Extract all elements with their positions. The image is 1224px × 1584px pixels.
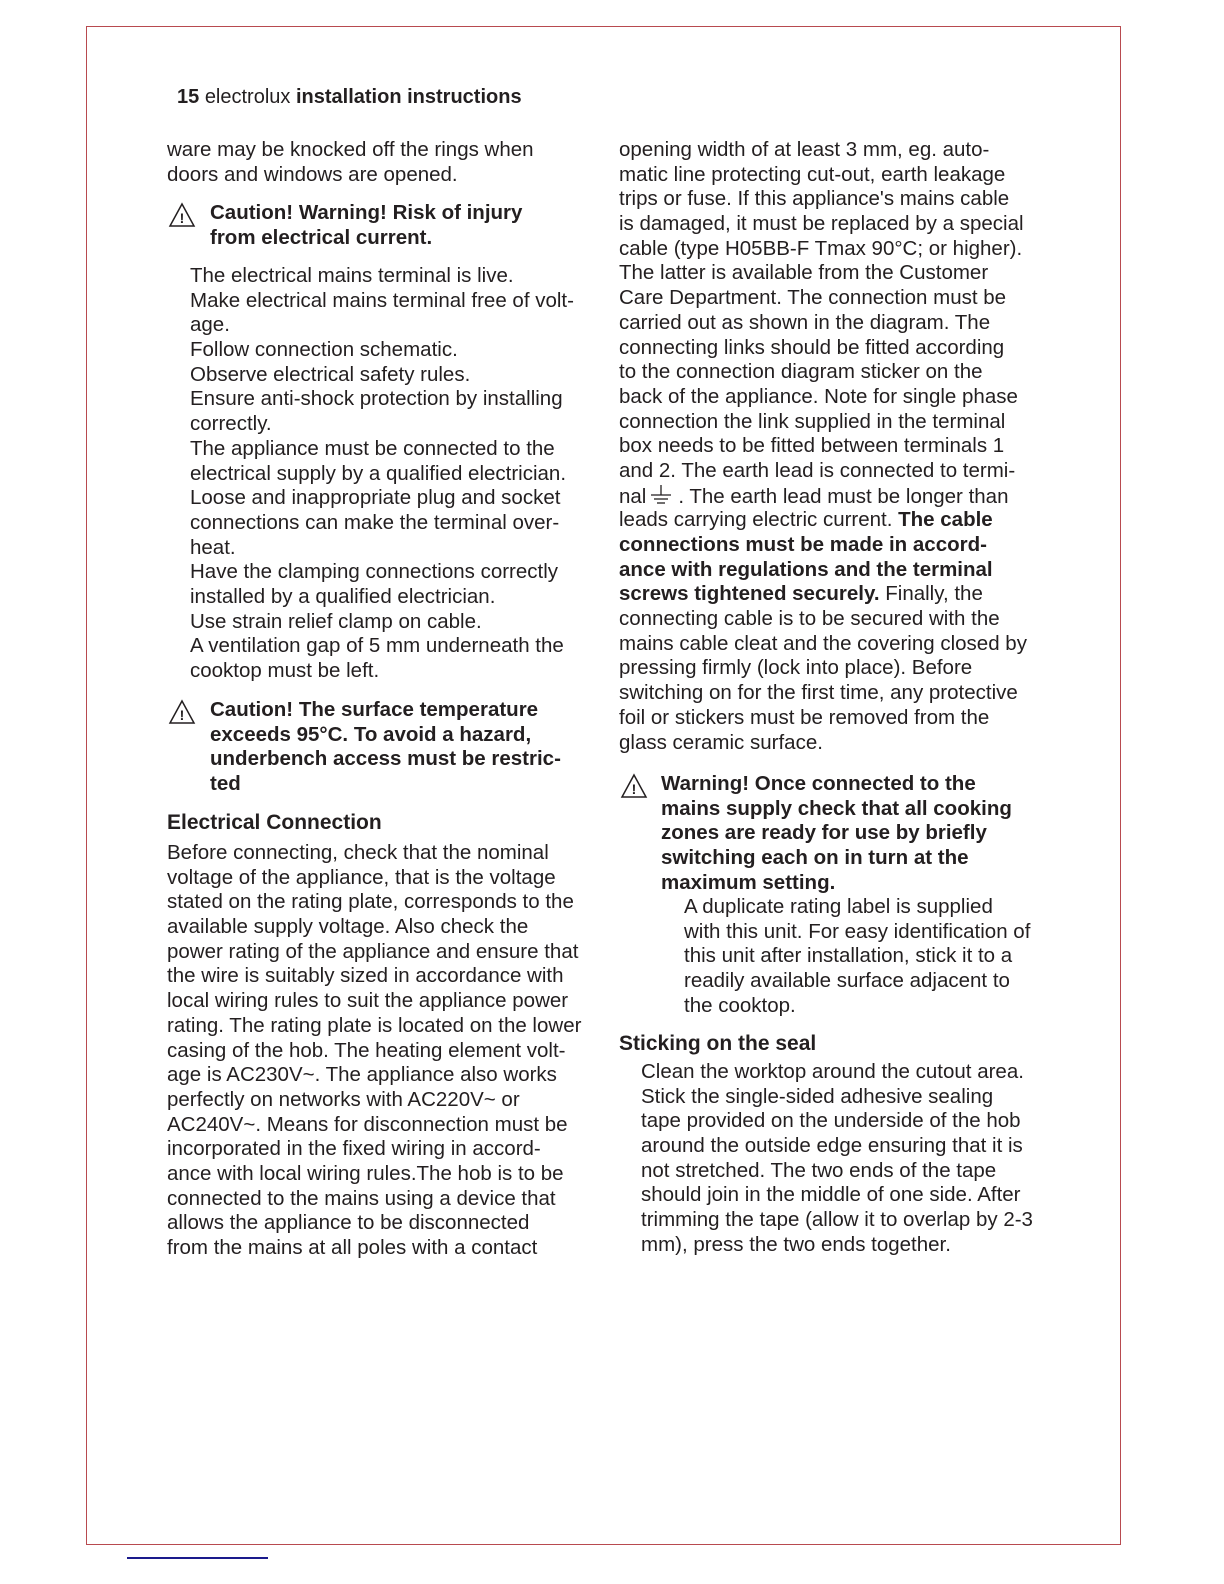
text-line: Before connecting, check that the nominal <box>167 841 549 864</box>
text-line: back of the appliance. Note for single phase <box>619 384 1018 408</box>
text-line: mains supply check that all cooking <box>661 796 1012 820</box>
text-line: Follow connection schematic. <box>190 338 458 362</box>
text-line: doors and windows are opened. <box>167 162 458 186</box>
text-line <box>619 484 1027 509</box>
text-line: the cooktop. <box>684 993 796 1017</box>
text-line: box needs to be fitted between terminals 1 <box>619 434 1005 458</box>
text-line: zones are ready for use by briefly <box>661 821 987 845</box>
page-header <box>177 86 522 109</box>
text-line: Have the clamping connections correctly <box>190 560 559 584</box>
text-line: age. <box>190 313 230 337</box>
text-line: not stretched. The two ends of the tape <box>641 1158 997 1182</box>
svg-text:!: ! <box>631 781 637 797</box>
text-line: allows the appliance to be disconnected <box>167 1211 530 1235</box>
text-line: installed by a qualified electrician. <box>190 584 496 608</box>
text-line: Caution! Warning! Risk of injury <box>210 201 523 224</box>
text-line: Observe electrical safety rules. <box>190 362 471 386</box>
text-segment: . The earth lead must be longer than <box>678 484 1009 508</box>
footer-rule <box>127 1557 268 1559</box>
text-line <box>619 533 1027 558</box>
electrical-connection-text <box>167 841 581 1261</box>
text-line: casing of the hob. The heating element volt- <box>167 1038 566 1062</box>
text-line: opening width of at least 3 mm, eg. auto- <box>619 138 990 161</box>
text-line: A duplicate rating label is supplied <box>684 895 993 918</box>
heading-electrical-connection: Electrical Connection <box>167 811 382 834</box>
text-line: ware may be knocked off the rings when <box>167 138 534 161</box>
text-line: connection the link supplied in the terminal <box>619 409 1006 433</box>
text-line: maximum setting. <box>661 870 836 894</box>
text-line: glass ceramic surface. <box>619 730 823 754</box>
text-line: is damaged, it must be replaced by a special <box>619 212 1024 236</box>
text-line: foil or stickers must be removed from the <box>619 705 990 729</box>
earth-ground-icon <box>650 484 672 506</box>
caution-electrical-list <box>190 264 574 684</box>
bold-text: The cable <box>898 508 993 532</box>
text-line: stated on the rating plate, corresponds to the <box>167 890 574 914</box>
text-line: pressing firmly (lock into place). Before <box>619 656 973 680</box>
text-line: the wire is suitably sized in accordance with <box>167 964 564 988</box>
text-line <box>619 508 1027 533</box>
rating-label-note <box>684 895 1030 1018</box>
seal-instructions <box>641 1060 1033 1258</box>
text-line: Warning! Once connected to the <box>661 772 976 795</box>
connection-text <box>619 138 1027 755</box>
text-line: Clean the worktop around the cutout area. <box>641 1060 1024 1083</box>
text-line: A ventilation gap of 5 mm underneath the <box>190 634 564 658</box>
text-line: and 2. The earth lead is connected to termi- <box>619 458 1016 482</box>
heading-sticking-seal: Sticking on the seal <box>619 1032 817 1055</box>
text-line: should join in the middle of one side. After <box>641 1183 1021 1207</box>
text-line: Use strain relief clamp on cable. <box>190 609 482 633</box>
text-line: Care Department. The connection must be <box>619 286 1007 310</box>
bold-text: connections must be made in accord- <box>619 533 987 556</box>
text-line: underbench access must be restric- <box>210 747 561 771</box>
text-line: trimming the tape (allow it to overlap by 2-3 <box>641 1208 1033 1232</box>
text-segment: Finally, the <box>879 582 983 606</box>
text-line: this unit after installation, stick it to a <box>684 944 1013 968</box>
text-line: with this unit. For easy identification of <box>684 919 1031 943</box>
intro-text <box>167 138 534 187</box>
text-segment: leads carrying electric current. <box>619 508 899 532</box>
text-line: local wiring rules to suit the appliance power <box>167 989 569 1013</box>
warning-triangle-icon <box>168 202 196 228</box>
text-line: Caution! The surface temperature <box>210 698 539 721</box>
text-line: The latter is available from the Customer <box>619 261 989 285</box>
text-line: The electrical mains terminal is live. <box>190 264 514 287</box>
text-line: connected to the mains using a device that <box>167 1186 556 1210</box>
text-line: from electrical current. <box>210 225 433 249</box>
text-line: Loose and inappropriate plug and socket <box>190 486 561 510</box>
text-line: cable (type H05BB-F Tmax 90°C; or higher). <box>619 236 1023 260</box>
text-line <box>619 582 1027 607</box>
warning-cooking-zones <box>661 772 1012 895</box>
text-line: Make electrical mains terminal free of volt- <box>190 288 574 312</box>
text-line: correctly. <box>190 412 272 436</box>
page-number: 15 <box>177 86 200 108</box>
bold-text: ance with regulations and the terminal <box>619 557 993 581</box>
text-line: mm), press the two ends together. <box>641 1232 951 1256</box>
text-line: connecting cable is to be secured with the <box>619 607 1000 631</box>
text-line: tape provided on the underside of the hob <box>641 1109 1021 1133</box>
text-line: available supply voltage. Also check the <box>167 915 529 939</box>
svg-text:!: ! <box>179 210 185 226</box>
text-line: age is AC230V~. The appliance also works <box>167 1063 557 1087</box>
text-segment: nal <box>619 484 647 508</box>
text-line: electrical supply by a qualified electrician. <box>190 461 567 485</box>
text-line: carried out as shown in the diagram. The <box>619 310 991 334</box>
text-line: incorporated in the fixed wiring in accord- <box>167 1137 541 1161</box>
text-line: power rating of the appliance and ensure that <box>167 939 579 963</box>
bold-text: screws tightened securely. <box>619 582 880 606</box>
text-line: rating. The rating plate is located on the lower <box>167 1013 582 1037</box>
text-line: connections can make the terminal over- <box>190 510 560 534</box>
text-line: voltage of the appliance, that is the voltage <box>167 865 556 889</box>
text-line: to the connection diagram sticker on the <box>619 360 983 384</box>
text-line: mains cable cleat and the covering closed by <box>619 631 1027 655</box>
text-line: AC240V~. Means for disconnection must be <box>167 1112 568 1136</box>
text-line: connecting links should be fitted according <box>619 335 1005 359</box>
text-line: switching on for the first time, any protective <box>619 681 1018 705</box>
text-line: Stick the single-sided adhesive sealing <box>641 1084 994 1108</box>
text-line: from the mains at all poles with a contact <box>167 1236 538 1259</box>
text-line: Ensure anti-shock protection by installing <box>190 387 563 411</box>
section-title: installation instructions <box>295 86 522 108</box>
brand-name: electrolux <box>204 86 291 108</box>
text-line <box>619 558 1027 583</box>
text-line: exceeds 95°C. To avoid a hazard, <box>210 722 532 746</box>
text-line: The appliance must be connected to the <box>190 436 555 460</box>
text-line: matic line protecting cut-out, earth leakage <box>619 162 1006 186</box>
svg-text:!: ! <box>179 707 185 723</box>
text-line: ted <box>210 772 241 796</box>
caution-electrical <box>210 201 522 250</box>
caution-surface-temperature <box>210 698 561 797</box>
text-line: switching each on in turn at the <box>661 846 969 870</box>
warning-triangle-icon <box>620 773 648 799</box>
text-line: readily available surface adjacent to <box>684 969 1010 993</box>
text-line: cooktop must be left. <box>190 659 380 682</box>
text-line: ance with local wiring rules.The hob is to be <box>167 1161 564 1185</box>
text-line: trips or fuse. If this appliance's mains cable <box>619 187 1010 211</box>
text-line: perfectly on networks with AC220V~ or <box>167 1087 520 1111</box>
text-line: around the outside edge ensuring that it is <box>641 1134 1023 1158</box>
warning-triangle-icon <box>168 699 196 725</box>
text-line: heat. <box>190 535 236 559</box>
